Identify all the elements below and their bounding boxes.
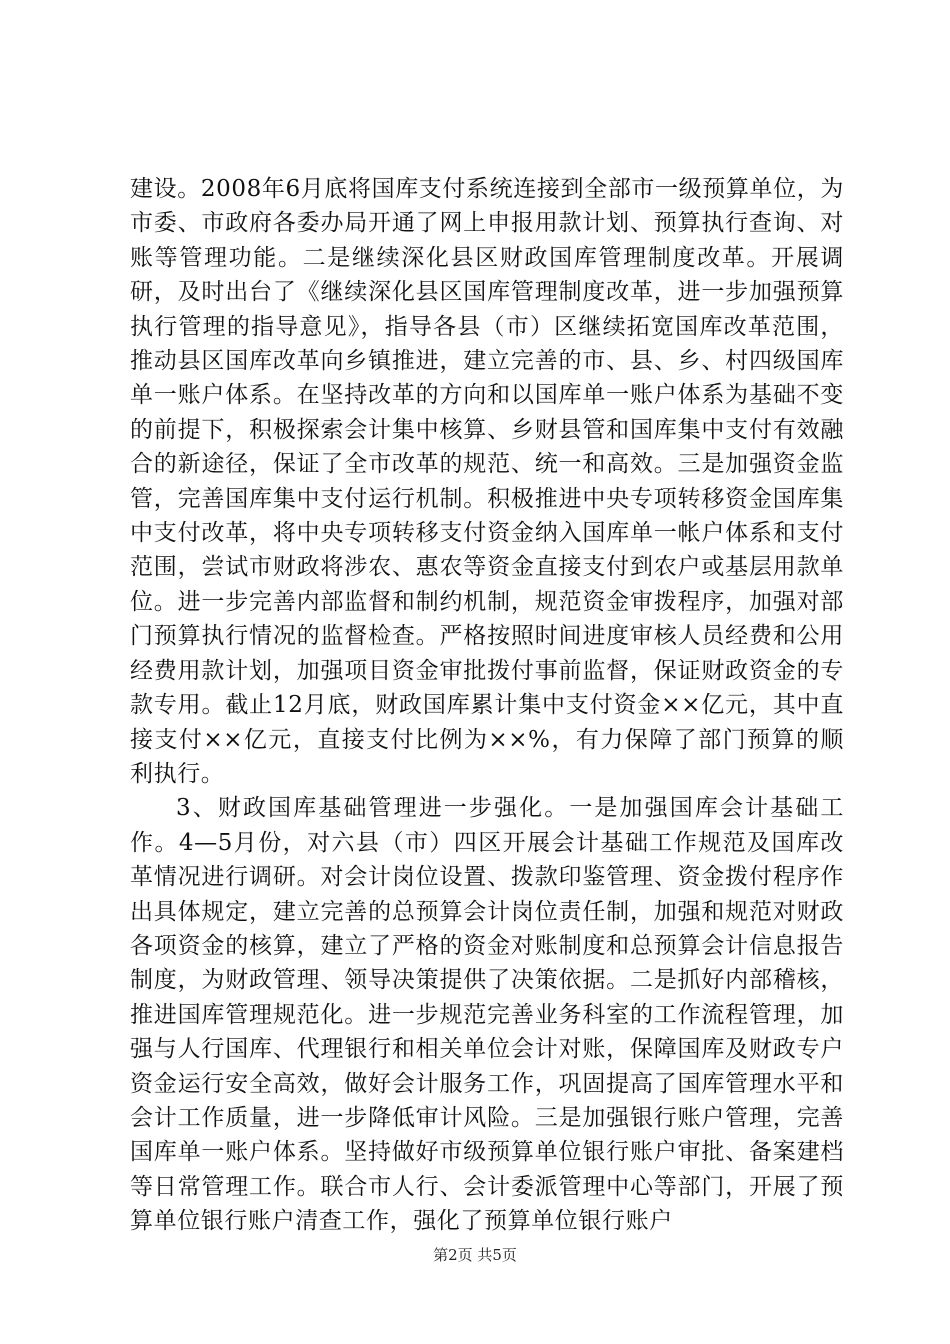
document-body	[130, 172, 844, 1239]
paragraph-section-3: 3、财政国库基础管理进一步强化。一是加强国库会计基础工作。4—5月份，对六县（市）四区开展会计基础工作规范及国库改革情况进行调研。对会计岗位设置、拨款印鉴管理、资金拨付程序作出具体规定，建立完善的总预算会计岗位责任制，加强和规范对财政各项资金的核算，建立了严格的资金对账制度和总预算会计信息报告制度，为财政管理、领导决策提供了决策依据。二是抓好内部稽核，推进国库管理规范化。进一步规范完善业务科室的工作流程管理，加强与人行国库、代理银行和相关单位会计对账，保障国库及财政专户资金运行安全高效，做好会计服务工作，巩固提高了国库管理水平和会计工作质量，进一步降低审计风险。三是加强银行账户管理，完善国库单一账户体系。坚持做好市级预算单位银行账户审批、备案建档等日常管理工作。联合市人行、会计委派管理中心等部门，开展了预算单位银行账户清查工作，强化了预算单位银行账户	[130, 795, 844, 1235]
paragraph-continued: 建设。2008年6月底将国库支付系统连接到全部市一级预算单位，为市委、市政府各委办局开通了网上申报用款计划、预算执行查询、对账等管理功能。二是继续深化县区财政国库管理制度改革。开展调研，及时出台了《继续深化县区国库管理制度改革，进一步加强预算执行管理的指导意见》，指导各县（市）区继续拓宽国库改革范围，推动县区国库改革向乡镇推进，建立完善的市、县、乡、村四级国库单一账户体系。在坚持改革的方向和以国库单一账户体系为基础不变的前提下，积极探索会计集中核算、乡财县管和国库集中支付有效融合的新途径，保证了全市改革的规范、统一和高效。三是加强资金监管，完善国库集中支付运行机制。积极推进中央专项转移资金国库集中支付改革，将中央专项转移支付资金纳入国库单一帐户体系和支付范围，尝试市财政将涉农、惠农等资金直接支付到农户或基层用款单位。进一步完善内部监督和制约机制，规范资金审拨程序，加强对部门预算执行情况的监督检查。严格按照时间进度审核人员经费和公用经费用款计划，加强项目资金审批拨付事前监督，保证财政资金的专款专用。截止12月底，财政国库累计集中支付资金××亿元，其中直接支付××亿元，直接支付比例为××%，有力保障了部门预算的顺利执行。	[130, 176, 844, 787]
page-footer: 第2页 共5页	[433, 1246, 517, 1264]
